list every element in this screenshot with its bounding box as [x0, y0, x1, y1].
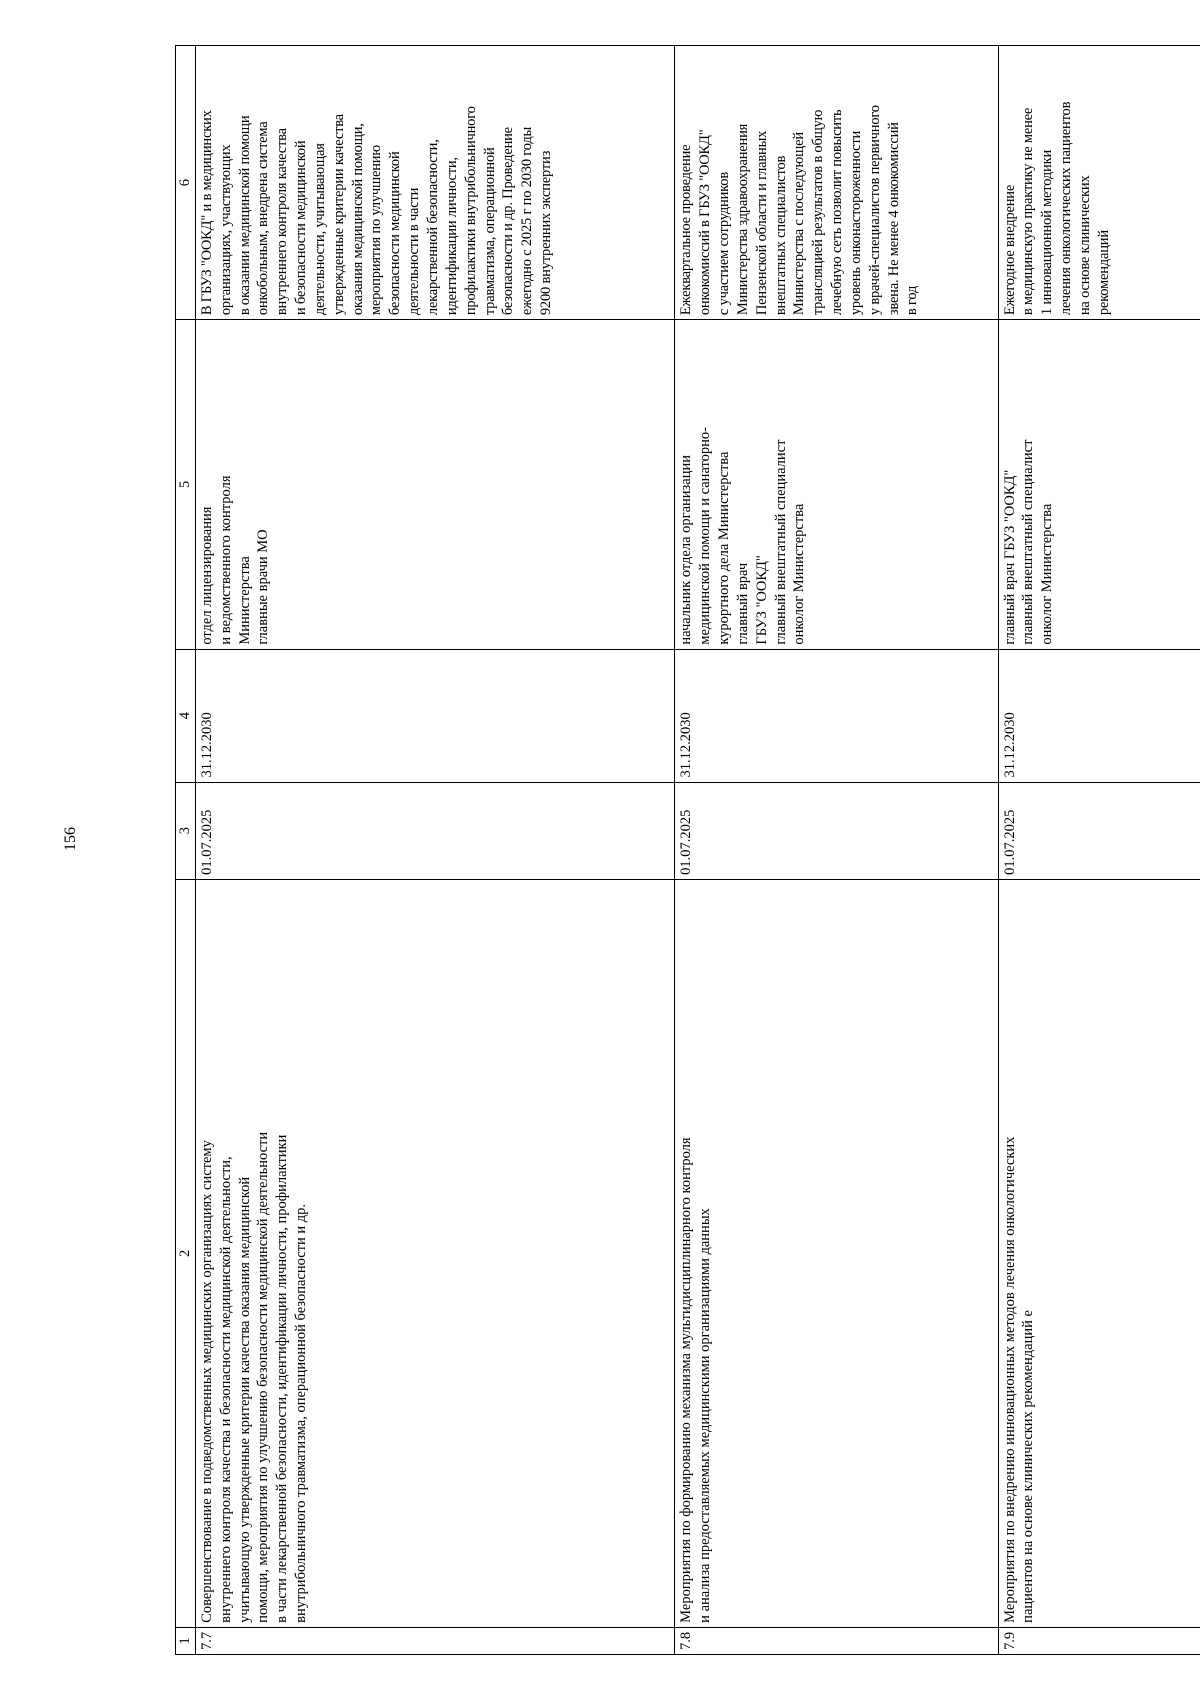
rotated-table-container — [175, 45, 1200, 1655]
activity-cell: Мероприятия по внедрению инновационных методов лечения онкологических пациентов на основе клинических рекомендаций е — [998, 879, 1200, 1627]
responsible-cell: главный врач ГБУЗ "ООКД" главный внештатный специалист онколог Министерства — [998, 320, 1200, 650]
start-date-cell: 01.07.2025 — [675, 782, 998, 879]
result-cell: Ежеквартальное проведение онкокомиссий в ГБУЗ "ООКД" с участием сотрудников Министерства здравоохранения Пензенской области и главных внештатных специалистов Министерства с последующей трансляцией результатов в общую лечебную сеть позволит повысить уровень онконастороженности у врачей-специалистов первичного звена. Не менее 4 онкокомиссий в год — [675, 46, 998, 320]
end-date-cell: 31.12.2030 — [195, 649, 674, 782]
header-col-5: 5 — [176, 320, 196, 650]
header-col-4: 4 — [176, 649, 196, 782]
activity-cell: Мероприятия по формированию механизма мультидисциплинарного контроля и анализа предоставляемых медицинскими организациями данных — [675, 879, 998, 1627]
table-row-7-9 — [998, 46, 1200, 1655]
plan-table — [175, 45, 1200, 1655]
header-col-3: 3 — [176, 782, 196, 879]
header-col-6: 6 — [176, 46, 196, 320]
page-number: 156 — [62, 827, 79, 851]
row-number: 7.9 — [998, 1627, 1200, 1654]
row-number: 7.8 — [675, 1627, 998, 1654]
header-col-2: 2 — [176, 879, 196, 1627]
responsible-cell: отдел лицензирования и ведомственного контроля Министерства главные врачи МО — [195, 320, 674, 650]
result-cell: В ГБУЗ "ООКД" и в медицинских организациях, участвующих в оказании медицинской помощи онкобольным, внедрена система внутреннего контроля качества и безопасности медицинской деятельности, учитывающая утвержденные критерии качества оказания медицинской помощи, мероприятия по улучшению безопасности медицинской деятельности в части лекарственной безопасности, идентификации личности, профилактики внутрибольничного травматизма, операционной безопасности и др. Проведение ежегодно с 2025 г по 2030 годы 9200 внутренних экспертиз — [195, 46, 674, 320]
end-date-cell: 31.12.2030 — [675, 649, 998, 782]
table-row-7-7 — [195, 46, 674, 1655]
table-row-7-8 — [675, 46, 998, 1655]
result-cell: Ежегодное внедрение в медицинскую практику не менее 1 инновационной методики лечения онкологических пациентов на основе клинических рекомендаций — [998, 46, 1200, 320]
activity-cell: Совершенствование в подведомственных медицинских организациях систему внутреннего контроля качества и безопасности медицинской деятельности, учитывающую утвержденные критерии качества оказания медицинской помощи, мероприятия по улучшению безопасности медицинской деятельности в части лекарственной безопасности, идентификации личности, профилактики внутрибольничного травматизма, операционной безопасности и др. — [195, 879, 674, 1627]
start-date-cell: 01.07.2025 — [195, 782, 674, 879]
responsible-cell: начальник отдела организации медицинской помощи и санаторно- курортного дела Министерства главный врач ГБУЗ "ООКД" главный внештатный специалист онколог Министерства — [675, 320, 998, 650]
end-date-cell: 31.12.2030 — [998, 649, 1200, 782]
row-number: 7.7 — [195, 1627, 674, 1654]
header-row — [176, 46, 196, 1655]
header-col-1: 1 — [176, 1627, 196, 1654]
rotated-table-wrapper — [175, 45, 1200, 1655]
start-date-cell: 01.07.2025 — [998, 782, 1200, 879]
